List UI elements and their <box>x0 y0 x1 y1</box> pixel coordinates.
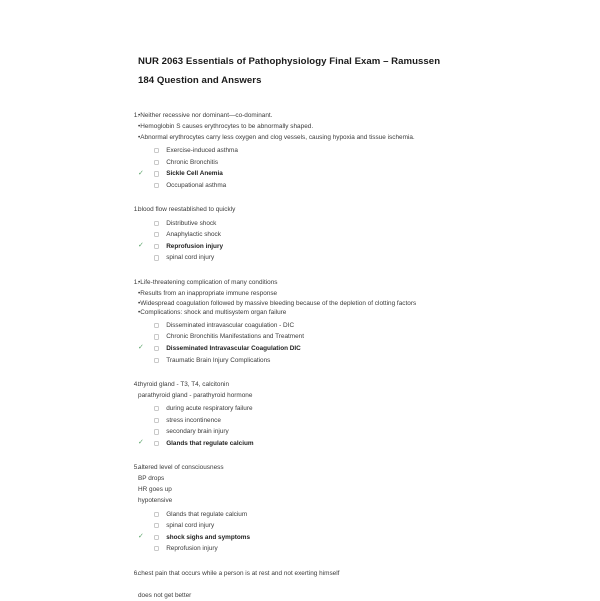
answer-option[interactable] <box>138 157 480 169</box>
page-title-line-2: 184 Question and Answers <box>138 75 262 86</box>
checkbox-icon[interactable] <box>154 406 159 411</box>
question-list <box>133 110 480 601</box>
answer-option-label: Distributive shock <box>166 219 217 227</box>
answer-option-list <box>138 403 480 449</box>
checkbox-icon[interactable] <box>154 358 159 363</box>
answer-option-list <box>138 217 480 263</box>
checkbox-icon[interactable] <box>154 429 159 434</box>
answer-option-label: Anaphylactic shock <box>166 231 221 239</box>
answer-option[interactable] <box>138 520 480 532</box>
question-block <box>133 110 480 191</box>
stem-line: chest pain that occurs while a person is at rest and not exerting himself <box>138 569 340 577</box>
checkbox-icon[interactable] <box>154 255 159 260</box>
checkbox-icon[interactable] <box>154 232 159 237</box>
question-stem <box>138 462 480 506</box>
answer-option[interactable] <box>138 168 480 180</box>
checkbox-icon[interactable] <box>154 523 159 528</box>
answer-option[interactable] <box>138 343 480 355</box>
question-number: 5. <box>133 464 139 472</box>
checkbox-icon[interactable] <box>154 418 159 423</box>
answer-option[interactable] <box>138 252 480 264</box>
stem-line: •Results from an inappropriate immune response <box>138 289 278 297</box>
checkbox-icon[interactable] <box>154 512 159 517</box>
stem-line: blood flow reestablished to quickly <box>138 206 236 214</box>
answer-option-label: Glands that regulate calcium <box>166 440 254 448</box>
answer-option[interactable] <box>138 241 480 253</box>
answer-option-label: Traumatic Brain Injury Complications <box>166 356 271 364</box>
answer-option[interactable] <box>138 403 480 415</box>
answer-option[interactable] <box>138 426 480 438</box>
stem-line: •Widespread coagulation followed by massive bleeding because of the depletion of clotting factors <box>138 299 417 307</box>
checkbox-icon[interactable] <box>154 535 159 540</box>
question-stem <box>138 379 480 401</box>
answer-option-label: Reprofusion injury <box>166 242 223 250</box>
stem-line: hypotensive <box>138 497 173 505</box>
answer-option-label: Exercise-induced asthma <box>166 147 238 155</box>
question-block <box>133 462 480 554</box>
stem-continuation-line: does not get better <box>138 591 192 599</box>
question-stem <box>138 204 480 215</box>
correct-answer-check-icon: ✓ <box>138 532 144 540</box>
checkbox-icon[interactable] <box>154 148 159 153</box>
answer-option-label: spinal cord injury <box>166 254 215 262</box>
question-block <box>133 568 480 601</box>
answer-option[interactable] <box>138 180 480 192</box>
checkbox-icon[interactable] <box>154 160 159 165</box>
answer-option-label: shock sighs and symptoms <box>166 533 250 541</box>
question-block <box>133 379 480 449</box>
answer-option[interactable] <box>138 217 480 229</box>
question-block <box>133 277 480 366</box>
answer-option-label: Occupational asthma <box>166 182 227 190</box>
checkbox-icon[interactable] <box>154 441 159 446</box>
answer-option-list <box>138 320 480 366</box>
page-title-line-1: NUR 2063 Essentials of Pathophysiology Final Exam – Ramussen <box>138 56 441 67</box>
answer-option-label: Sickle Cell Anemia <box>166 170 223 178</box>
answer-option-label: Chronic Bronchitis <box>166 158 219 166</box>
checkbox-icon[interactable] <box>154 244 159 249</box>
page-title <box>138 52 480 90</box>
checkbox-icon[interactable] <box>154 171 159 176</box>
checkbox-icon[interactable] <box>154 183 159 188</box>
answer-option-label: Disseminated intravascular coagulation - DIC <box>166 321 295 329</box>
stem-line: •Life-threatening complication of many conditions <box>138 278 278 286</box>
answer-option-list <box>138 508 480 554</box>
answer-option[interactable] <box>138 415 480 427</box>
question-number: 4. <box>133 380 139 388</box>
answer-option-list <box>138 145 480 191</box>
checkbox-icon[interactable] <box>154 546 159 551</box>
question-number: 6. <box>133 569 139 577</box>
question-number: 1. <box>133 112 139 119</box>
checkbox-icon[interactable] <box>154 346 159 351</box>
stem-line: thyroid gland - T3, T4, calcitonin <box>138 380 230 388</box>
question-stem <box>138 277 480 318</box>
answer-option-label: during acute respiratory failure <box>166 405 253 413</box>
answer-option-label: secondary brain injury <box>166 428 229 436</box>
stem-line: •Abnormal erythrocytes carry less oxygen and clog vessels, causing hypoxia and tissue ischemia. <box>138 134 415 141</box>
answer-option-label: Glands that regulate calcium <box>166 510 248 518</box>
checkbox-icon[interactable] <box>154 323 159 328</box>
answer-option[interactable] <box>138 508 480 520</box>
stem-line: •Complications: shock and multisystem organ failure <box>138 309 287 317</box>
correct-answer-check-icon: ✓ <box>138 241 144 250</box>
stem-line: parathyroid gland - parathyroid hormone <box>138 391 253 399</box>
answer-option[interactable] <box>138 320 480 332</box>
question-block <box>133 204 480 263</box>
stem-line: HR goes up <box>138 486 172 494</box>
stem-line: •Neither recessive nor dominant—co-dominant. <box>138 112 273 119</box>
stem-line: altered level of consciousness <box>138 464 224 472</box>
correct-answer-check-icon: ✓ <box>138 438 144 447</box>
checkbox-icon[interactable] <box>154 334 159 339</box>
correct-answer-check-icon: ✓ <box>138 168 144 177</box>
question-stem <box>138 110 480 143</box>
answer-option[interactable] <box>138 331 480 343</box>
answer-option[interactable] <box>138 354 480 366</box>
answer-option[interactable] <box>138 532 480 544</box>
question-number: 1. <box>133 206 139 214</box>
correct-answer-check-icon: ✓ <box>138 343 144 352</box>
question-number: 1. <box>133 278 139 286</box>
answer-option-label: Chronic Bronchitis Manifestations and Treatment <box>166 333 305 341</box>
answer-option-label: Reprofusion injury <box>166 545 218 553</box>
stem-line: BP drops <box>138 475 165 483</box>
answer-option[interactable] <box>138 229 480 241</box>
checkbox-icon[interactable] <box>154 221 159 226</box>
answer-option-label: spinal cord injury <box>166 522 215 530</box>
question-stem <box>138 568 480 579</box>
answer-option[interactable] <box>138 145 480 157</box>
answer-option[interactable] <box>138 543 480 555</box>
answer-option-label: Disseminated Intravascular Coagulation DIC <box>166 345 301 353</box>
stem-line: •Hemoglobin S causes erythrocytes to be abnormally shaped. <box>138 123 314 130</box>
answer-option-label: stress incontinence <box>166 416 221 424</box>
answer-option[interactable] <box>138 438 480 450</box>
